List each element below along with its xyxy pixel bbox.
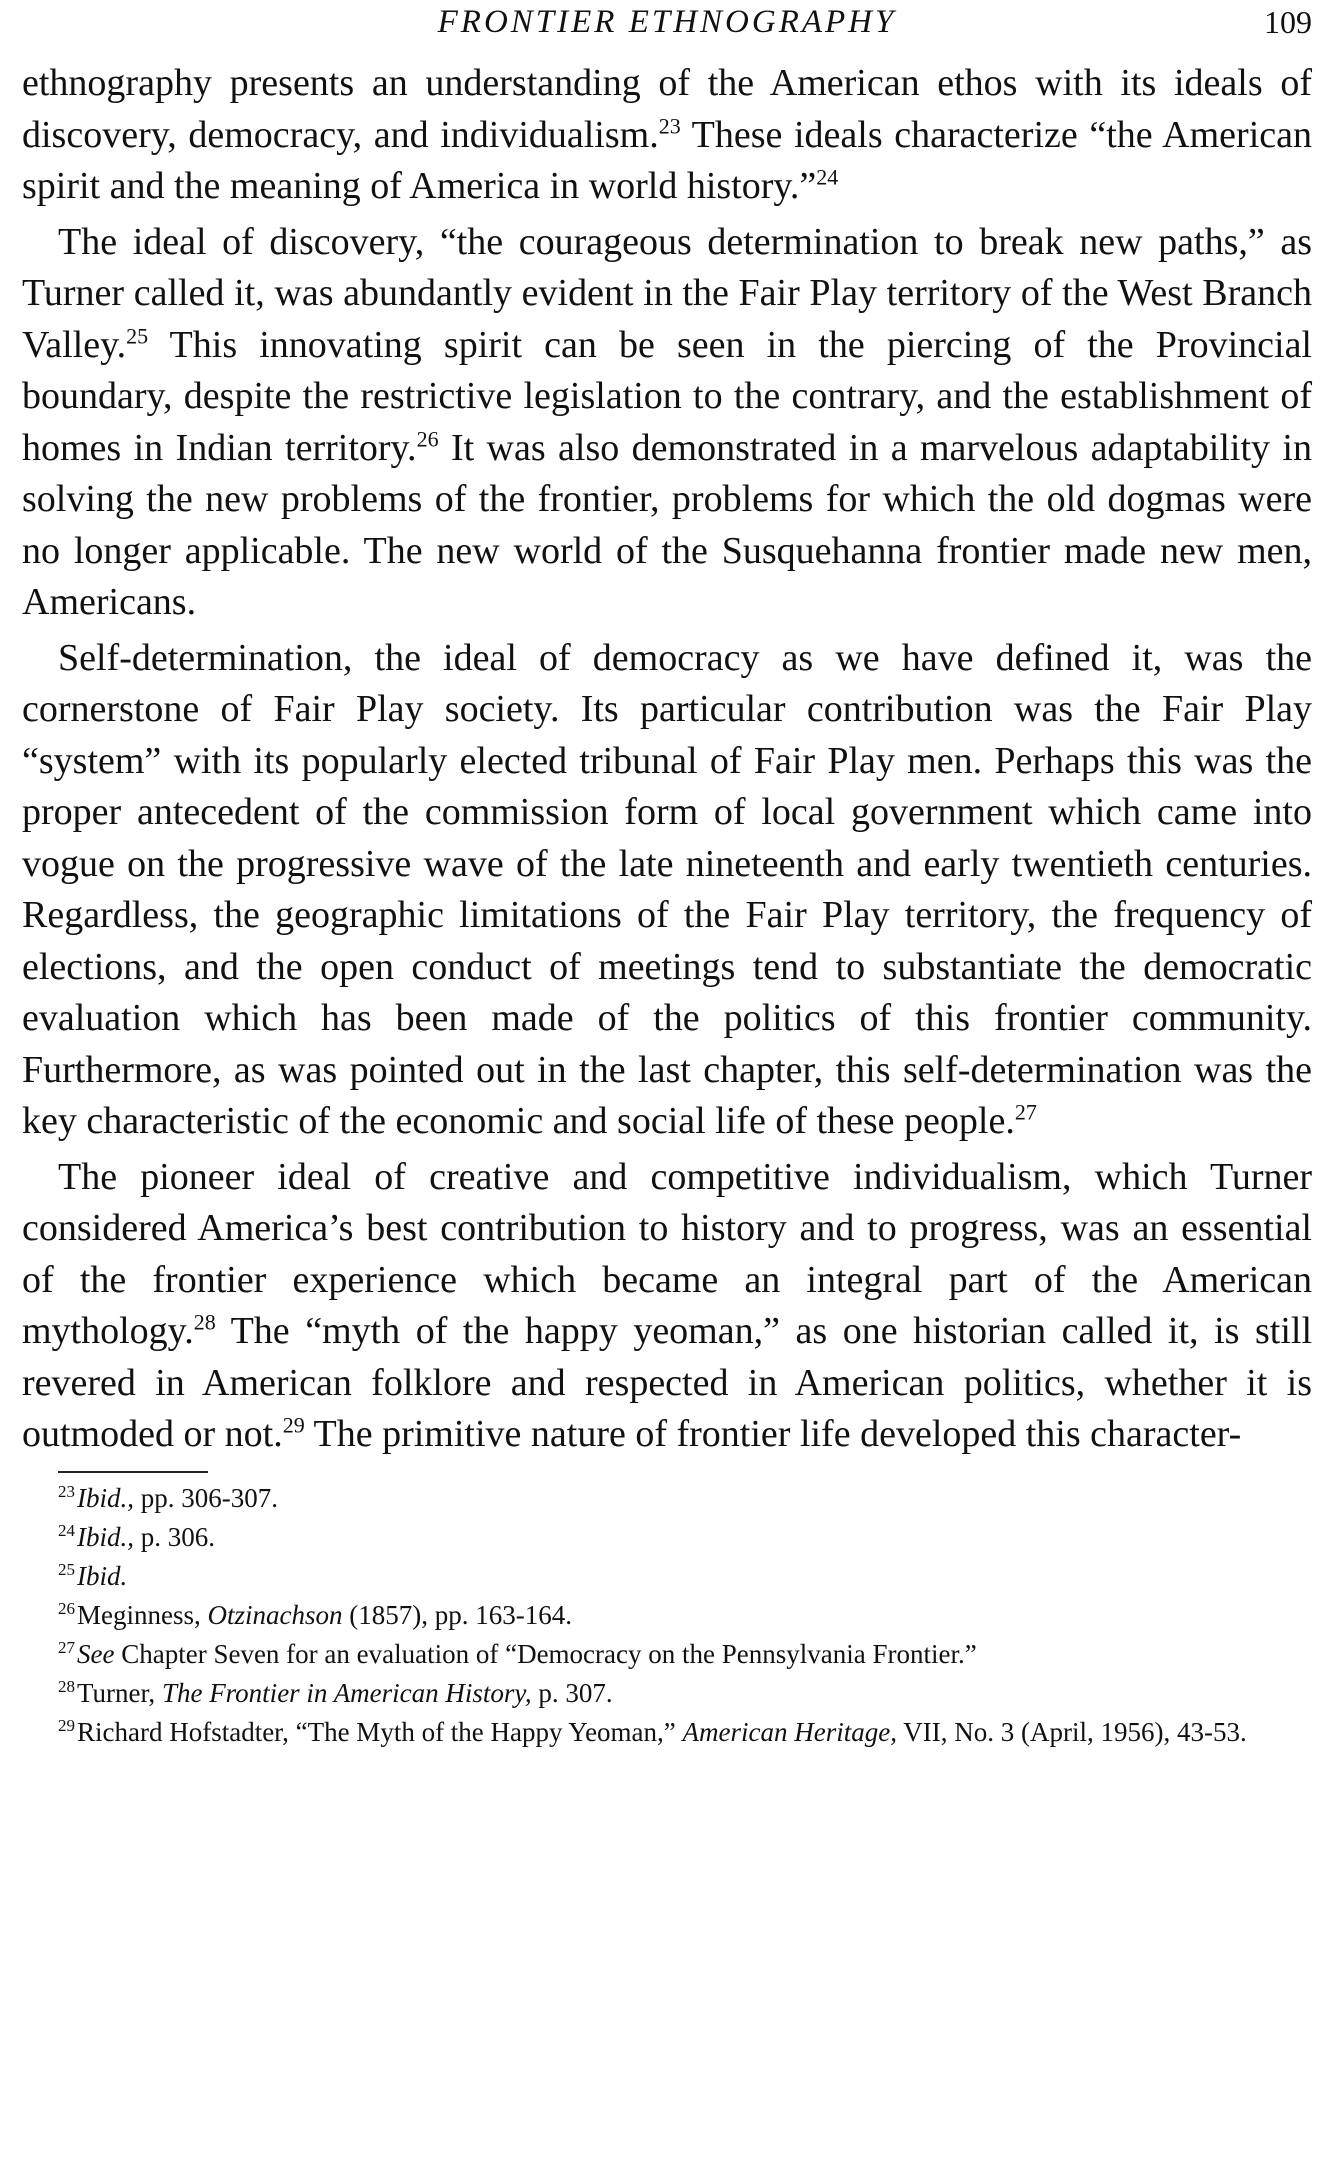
footnote-text: pp. 306-307. [134,1482,278,1513]
footnote-text: Ibid., [77,1482,134,1513]
footnote-text: Ibid., [77,1521,134,1552]
footnote-marker: 25 [126,322,149,348]
page-header [22,0,1312,58]
footnote-marker: 28 [193,1309,216,1335]
footnote-rule [58,1471,208,1473]
paragraph-text: ethnography presents an understanding of the American ethos with its ideals of discovery, democracy, and individualism. [22,62,1312,156]
footnote [22,1674,1312,1713]
footnote [22,1518,1312,1557]
footnotes [22,1479,1312,1752]
footnote [22,1557,1312,1596]
footnote-marker: 26 [416,425,439,451]
paragraph-text: The primitive nature of frontier life developed this character- [304,1413,1242,1455]
footnote-text: Meginness, [77,1599,208,1630]
footnote-marker: 27 [1014,1099,1037,1125]
footnote-text: The Frontier in American History, [161,1677,532,1708]
paragraph-text: The “myth of the happy yeoman,” as one historian called it, is still revered in American folklore and respected in American politics, whether it is outmoded or not. [22,1310,1312,1455]
footnote-number: 23 [58,1481,75,1501]
paragraph-text: It was also demonstrated in a marvelous adaptability in solving the new problems of the frontier, problems for which the old dogmas were no longer applicable. The new world of the Susquehanna frontier made new men, Americans. [22,426,1312,623]
paragraph [22,633,1312,1148]
footnote-number: 27 [58,1637,75,1657]
paragraph-text: Self-determination, the ideal of democracy as we have defined it, was the cornerstone of Fair Play society. Its particular contribution was the Fair Play “system” with its popularly elected tribunal of Fair Play men. Perhaps this was the proper antecedent of the commission form of local government which came into vogue on the progressive wave of the late nineteenth and early twentieth centuries. Regardless, the geographic limitations of the Fair Play territory, the frequency of elections, and the open conduct of meetings tend to substantiate the democratic evaluation which has been made of the politics of this frontier community. Furthermore, as was pointed out in the last chapter, this self-determination was the key characteristic of the economic and social life of these people. [22,636,1312,1142]
paragraph-text: These ideals characterize “the American spirit and the meaning of America in world history.” [22,113,1312,207]
footnote-number: 25 [58,1559,75,1579]
footnote-text: p. 307. [531,1677,613,1708]
footnote [22,1635,1312,1674]
paragraph [22,58,1312,213]
page-number: 109 [1264,4,1312,40]
footnote [22,1713,1312,1752]
paragraph [22,1152,1312,1461]
body-text [22,58,1312,1461]
footnote-number: 29 [58,1715,75,1735]
footnote-number: 26 [58,1598,75,1618]
footnote-text: p. 306. [134,1521,215,1552]
footnote-text: Richard Hofstadter, “The Myth of the Happy Yeoman,” [77,1716,683,1747]
footnote-number: 28 [58,1676,75,1696]
running-head: FRONTIER ETHNOGRAPHY [437,4,897,40]
footnote-text: Otzinachson [207,1599,343,1630]
paragraph [22,217,1312,629]
footnote-marker: 29 [282,1412,305,1438]
paragraph-text: This innovating spirit can be seen in the piercing of the Provincial boundary, despite the restrictive legislation to the contrary, and the establishment of homes in Indian territory. [22,323,1312,469]
paragraph-text: The ideal of discovery, “the courageous determination to break new paths,” as Turner called it, was abundantly evident in the Fair Play territory of the West Branch Valley. [22,220,1312,366]
footnote-text: Turner, [77,1677,162,1708]
book-page [22,0,1312,1752]
paragraph-text: The pioneer ideal of creative and competitive individualism, which Turner considered America’s best contribution to history and to progress, was an essential of the frontier experience which became an integral part of the American mythology. [22,1155,1312,1352]
footnote-marker: 23 [658,112,681,138]
footnote-text: Chapter Seven for an evaluation of “Democracy on the Pennsylvania Frontier.” [114,1638,977,1669]
footnote-text: Ibid. [77,1560,128,1591]
footnote-text: American Heritage, [682,1716,897,1747]
footnote-text: See [77,1638,115,1669]
footnote-text: VII, No. 3 (April, 1956), 43-53. [896,1716,1247,1747]
footnote-text: (1857), pp. 163-164. [342,1599,572,1630]
footnote-marker: 24 [816,164,839,190]
footnote [22,1479,1312,1518]
footnote [22,1596,1312,1635]
footnote-number: 24 [58,1520,75,1540]
